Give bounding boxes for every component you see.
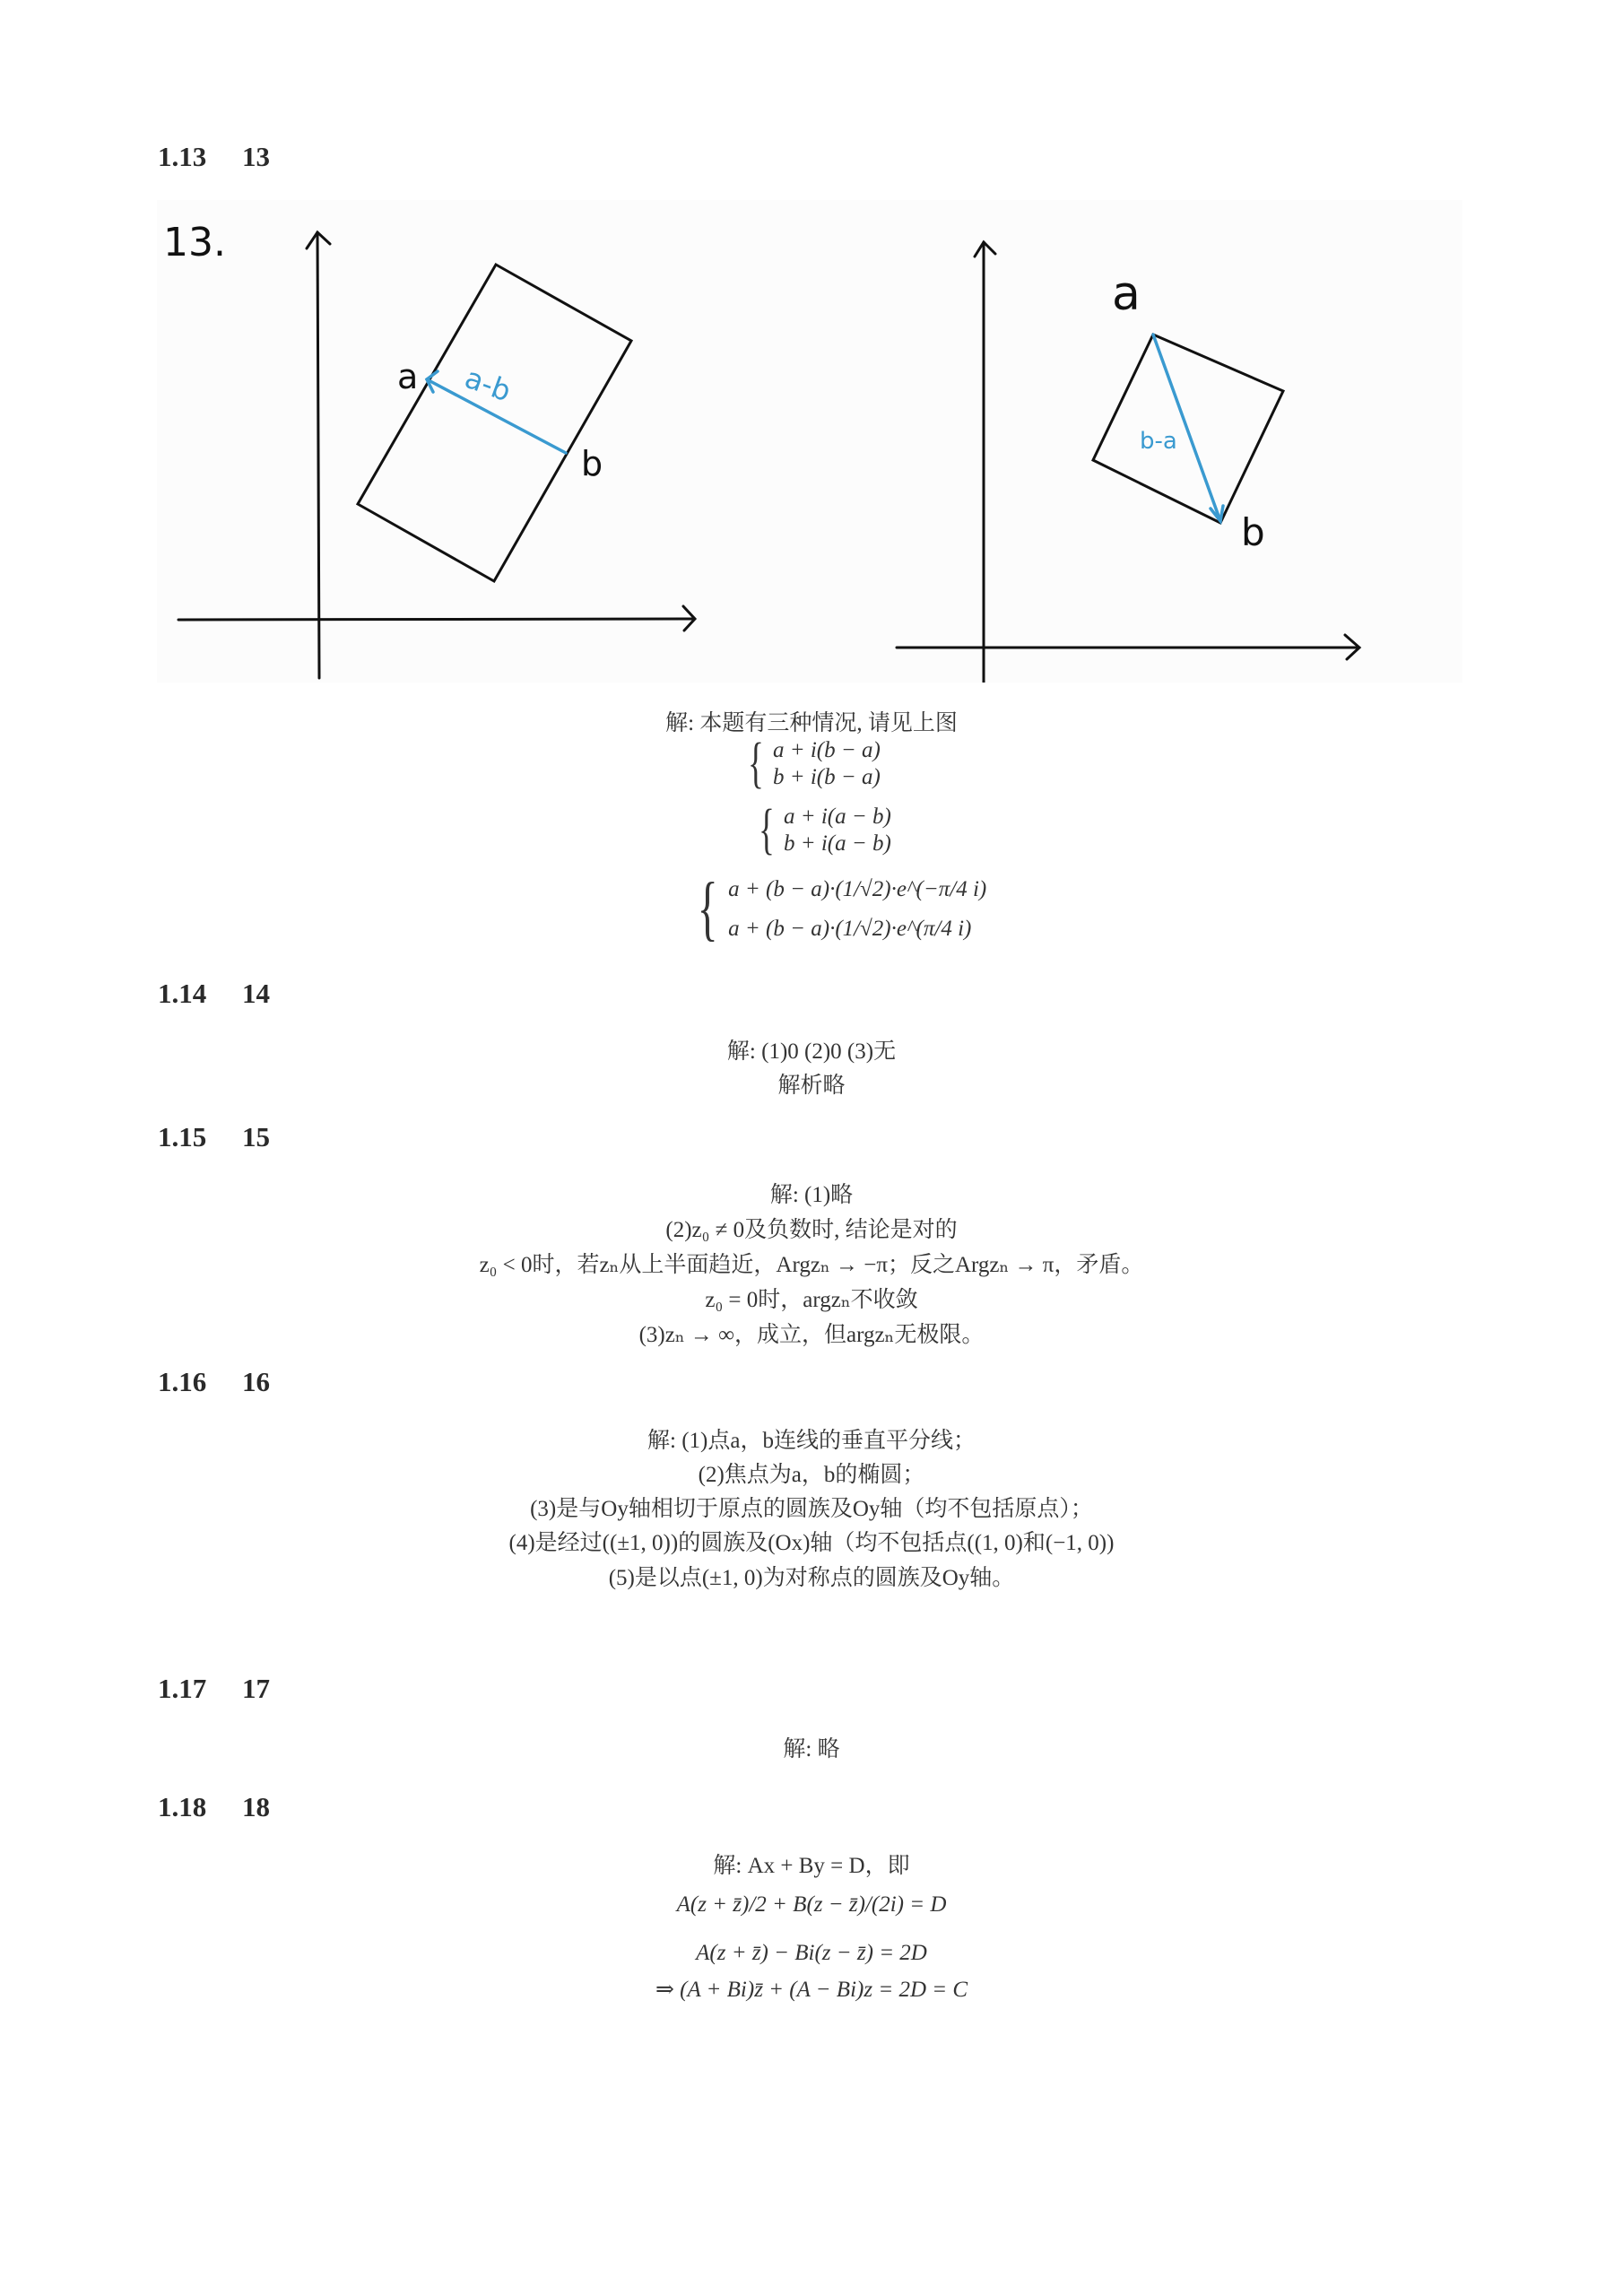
handwritten-13-label: 13.	[163, 220, 226, 265]
left-brace: {	[759, 799, 775, 860]
solution-line: 解: (1)点a，b连线的垂直平分线；	[647, 1429, 976, 1453]
solution-line: A(z + z̄)/2 + B(z − z̄)/(2i) = D	[676, 1892, 947, 1917]
case-row: b + i(b − a)	[772, 765, 881, 789]
section-label: 15	[242, 1121, 270, 1152]
section-heading-1-14	[158, 978, 270, 1010]
section-label: 16	[242, 1366, 270, 1397]
section-heading-1-15	[158, 1121, 270, 1153]
section-heading-1-17	[158, 1673, 270, 1705]
solution-line: 解: (1)0 (2)0 (3)无	[726, 1039, 897, 1064]
solution-line: z₀ = 0时，argzₙ不收敛	[705, 1288, 918, 1312]
left-point-b-label: b	[581, 444, 603, 483]
right-point-a-label: a	[1112, 267, 1141, 321]
right-point-b-label: b	[1241, 510, 1265, 554]
hand-drawn-diagrams	[157, 200, 1462, 683]
solution-13-case-2	[0, 799, 1623, 860]
section-heading-1-16	[158, 1366, 270, 1398]
solution-line: (3)是与Oy轴相切于原点的圆族及Oy轴（均不包括原点）；	[530, 1497, 1093, 1521]
solution-line: (2)焦点为a，b的椭圆；	[698, 1463, 925, 1487]
left-rectangle	[358, 265, 631, 581]
solution-line: A(z + z̄) − Bi(z − z̄) = 2D	[696, 1941, 927, 1965]
section-heading-1-18	[158, 1791, 270, 1823]
solution-line: 解: Ax + By = D，即	[713, 1854, 910, 1878]
section-number: 1.17	[158, 1673, 207, 1704]
solution-line: 解: 略	[783, 1737, 840, 1761]
right-vector-label: b-a	[1140, 428, 1177, 455]
solution-line: 解析略	[777, 1074, 846, 1098]
left-point-a-label: a	[397, 357, 419, 396]
section-number: 1.13	[158, 141, 207, 172]
section-heading-1-13	[158, 141, 270, 173]
solution-line: (2)z₀ ≠ 0及负数时, 结论是对的	[665, 1218, 958, 1242]
left-brace: {	[697, 869, 718, 948]
section-label: 13	[242, 141, 270, 172]
solution-line: ⇒ (A + Bi)z̄ + (A − Bi)z = 2D = C	[655, 1978, 968, 2002]
left-brace: {	[748, 733, 764, 794]
case-row: a + i(b − a)	[772, 738, 881, 762]
section-number: 1.15	[158, 1121, 207, 1152]
solution-line: (4)是经过((±1, 0))的圆族及(Ox)轴（均不包括点((1, 0)和(−1, 0))	[508, 1531, 1115, 1555]
left-vector-label: a-b	[460, 360, 516, 409]
section-label: 17	[242, 1673, 270, 1704]
case-row: a + (b − a)·(1/√2)·e^(π/4 i)	[728, 917, 972, 941]
section-number: 1.16	[158, 1366, 207, 1397]
section-number: 1.14	[158, 978, 207, 1009]
solution-line: (5)是以点(±1, 0)为对称点的圆族及Oy轴。	[608, 1566, 1015, 1590]
solution-13-intro: 解: 本题有三种情况, 请见上图	[665, 711, 958, 735]
section-number: 1.18	[158, 1791, 207, 1822]
solution-line: z₀ < 0时，若zₙ从上半面趋近，Argzₙ → −π；反之Argzₙ → π，矛盾。	[479, 1253, 1144, 1277]
solution-line: 解: (1)略	[769, 1183, 854, 1207]
section-label: 18	[242, 1791, 270, 1822]
solution-line: (3)zₙ → ∞，成立，但argzₙ无极限。	[638, 1323, 985, 1347]
left-axes	[178, 232, 695, 678]
solution-13-case-1	[0, 733, 1623, 794]
case-row: a + i(a − b)	[783, 804, 891, 829]
case-row: a + (b − a)·(1/√2)·e^(−π/4 i)	[728, 877, 987, 901]
problem-13-figure	[157, 200, 1462, 683]
section-label: 14	[242, 978, 270, 1009]
solution-13-case-3	[0, 870, 1623, 949]
case-row: b + i(a − b)	[783, 831, 891, 856]
